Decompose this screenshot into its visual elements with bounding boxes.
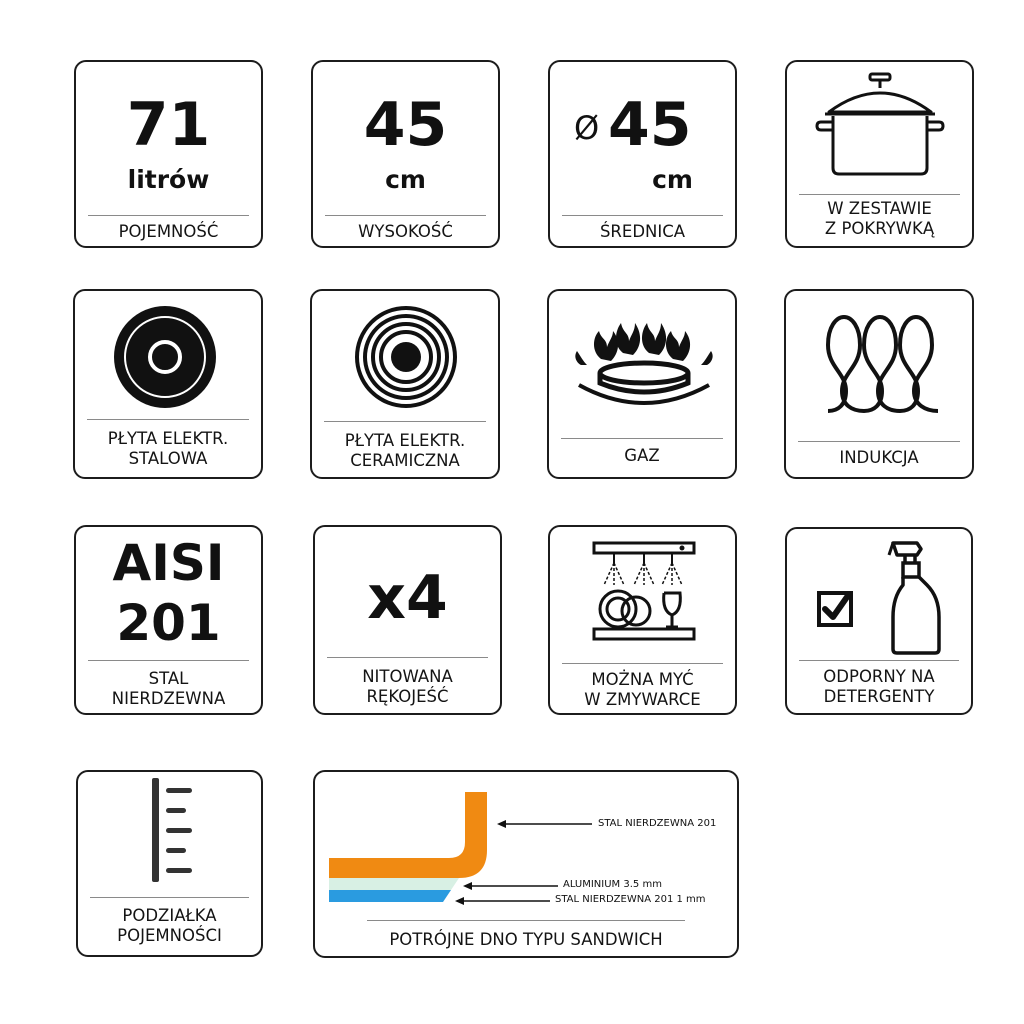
induction-divider — [798, 441, 960, 442]
height-label: WYSOKOŚĆ — [358, 222, 453, 241]
diameter-unit: cm — [652, 165, 693, 194]
scale-label: PODZIAŁKA POJEMNOŚCI — [117, 906, 222, 945]
dishwasher-card — [548, 525, 737, 715]
material-line2: 201 — [116, 594, 221, 652]
diameter-symbol: Ø — [574, 109, 600, 147]
dishwasher-icon — [588, 539, 700, 645]
spray-bottle-icon — [887, 537, 947, 657]
handles-value: x4 — [367, 563, 448, 633]
induction-card — [784, 289, 974, 479]
lid-divider — [799, 194, 960, 195]
steel-plate-card — [73, 289, 263, 479]
material-divider — [88, 660, 249, 661]
ceramic-plate-label: PŁYTA ELEKTR. CERAMICZNA — [344, 431, 466, 470]
gas-label: GAZ — [624, 446, 660, 465]
detergent-divider — [799, 660, 959, 661]
capacity-label: POJEMNOŚĆ — [118, 222, 219, 241]
gas-card — [547, 289, 737, 479]
lid-label: W ZESTAWIE Z POKRYWKĄ — [824, 199, 935, 238]
dishwasher-label: MOŻNA MYĆ W ZMYWARCE — [584, 670, 701, 709]
material-label: STAL NIERDZEWNA — [111, 669, 226, 708]
height-card — [311, 60, 500, 248]
measuring-scale-icon — [148, 778, 200, 884]
dishwasher-divider — [562, 663, 723, 664]
capacity-divider — [88, 215, 249, 216]
scale-card — [76, 770, 263, 957]
height-divider — [325, 215, 486, 216]
handles-label: NITOWANA RĘKOJEŚĆ — [362, 667, 453, 706]
height-value: 45 — [363, 90, 448, 160]
layer-bottom-label: STAL NIERDZEWNA 201 1 mm — [555, 894, 706, 905]
diameter-label: ŚREDNICA — [599, 222, 686, 241]
detergent-label: ODPORNY NA DETERGENTY — [823, 667, 935, 706]
diameter-value: 45 — [608, 90, 692, 160]
scale-divider — [90, 897, 249, 898]
arrow-left-icon — [497, 819, 592, 829]
induction-label: INDUKCJA — [839, 448, 919, 467]
ceramic-hotplate-icon — [354, 305, 458, 409]
sandwich-divider — [367, 920, 685, 921]
material-line1: AISI — [112, 534, 225, 592]
arrow-left-icon — [463, 881, 558, 891]
lid-card — [785, 60, 974, 248]
arrow-left-icon — [455, 896, 550, 906]
induction-coil-icon — [822, 313, 942, 417]
diameter-divider — [562, 215, 723, 216]
ceramic-plate-card — [310, 289, 500, 479]
ceramic-plate-divider — [324, 421, 486, 422]
steel-hotplate-icon — [113, 305, 217, 409]
height-unit: cm — [385, 165, 426, 194]
material-card — [74, 525, 263, 715]
layer-mid-label: ALUMINIUM 3.5 mm — [563, 879, 662, 890]
sandwich-label: POTRÓJNE DNO TYPU SANDWICH — [389, 930, 663, 949]
pot-with-lid-icon — [815, 70, 947, 182]
steel-plate-divider — [87, 419, 249, 420]
handles-card — [313, 525, 502, 715]
detergent-card — [785, 527, 973, 715]
diameter-card — [548, 60, 737, 248]
gas-divider — [561, 438, 723, 439]
capacity-value: 71 — [126, 90, 211, 160]
handles-divider — [327, 657, 488, 658]
steel-plate-label: PŁYTA ELEKTR. STALOWA — [107, 429, 229, 468]
capacity-unit: litrów — [127, 165, 210, 194]
checkbox-checked-icon — [817, 591, 853, 627]
layer-top-label: STAL NIERDZEWNA 201 — [598, 818, 717, 829]
capacity-card — [74, 60, 263, 248]
gas-burner-icon — [573, 317, 715, 417]
sandwich-card — [313, 770, 739, 958]
